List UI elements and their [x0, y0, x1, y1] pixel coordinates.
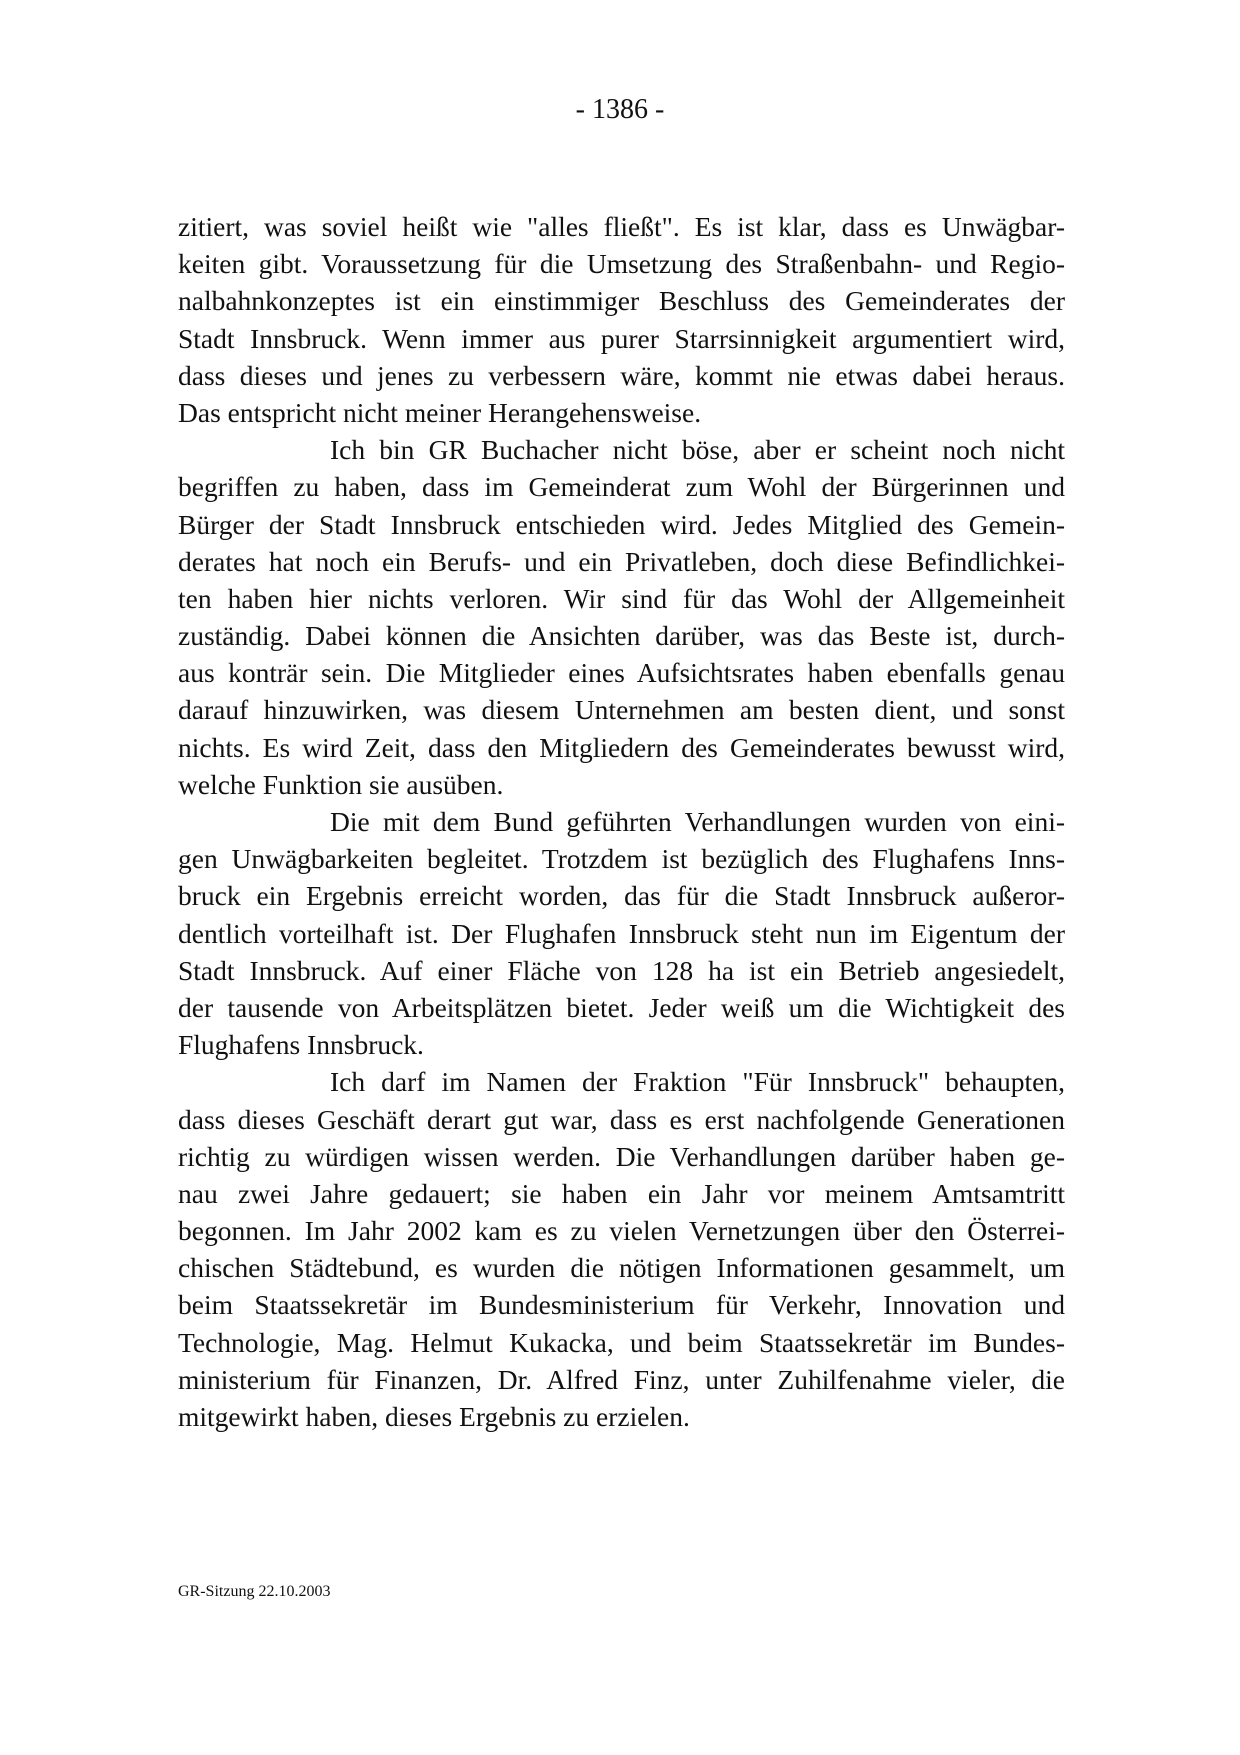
text-line: nichts. Es wird Zeit, dass den Mitgliedern des Gemeinderates bewusst wird, — [178, 731, 1065, 763]
text-line: Bürger der Stadt Innsbruck entschieden wird. Jedes Mitglied des Gemein- — [178, 508, 1065, 540]
text-line: darauf hinzuwirken, was diesem Unternehmen am besten dient, und sonst — [178, 694, 1065, 726]
paragraph — [178, 431, 1065, 803]
text-line: begriffen zu haben, dass im Gemeinderat zum Wohl der Bürgerinnen und — [178, 471, 1065, 503]
text-line: gen Unwägbarkeiten begleitet. Trotzdem ist bezüglich des Flughafens Inns- — [178, 843, 1065, 875]
text-line: Die mit dem Bund geführten Verhandlungen wurden von eini- — [330, 806, 1065, 837]
text-line: chischen Städtebund, es wurden die nötigen Informationen gesammelt, um — [178, 1252, 1065, 1284]
text-line: Technologie, Mag. Helmut Kukacka, und beim Staatssekretär im Bundes- — [178, 1326, 1065, 1358]
document-body — [178, 208, 1065, 1435]
footer-session-date: GR-Sitzung 22.10.2003 — [178, 1583, 331, 1600]
text-line: aus konträr sein. Die Mitglieder eines Aufsichtsrates haben ebenfalls genau — [178, 657, 1065, 689]
text-line: Das entspricht nicht meiner Herangehensweise. — [178, 396, 702, 428]
text-line: Ich bin GR Buchacher nicht böse, aber er scheint noch nicht — [330, 434, 1065, 466]
text-line: mitgewirkt haben, dieses Ergebnis zu erzielen. — [178, 1401, 690, 1432]
text-line: Stadt Innsbruck. Wenn immer aus purer Starrsinnigkeit argumentiert wird, — [178, 322, 1065, 354]
text-line: bruck ein Ergebnis erreicht worden, das für die Stadt Innsbruck außeror- — [178, 880, 1065, 912]
text-line: der tausende von Arbeitsplätzen bietet. Jeder weiß um die Wichtigkeit des — [178, 991, 1065, 1023]
text-line: zuständig. Dabei können die Ansichten darüber, was das Beste ist, durch- — [178, 620, 1065, 652]
text-line: Ich darf im Namen der Fraktion "Für Innsbruck" behaupten, — [330, 1066, 1065, 1098]
text-line: dass dieses Geschäft derart gut war, dass es erst nachfolgende Generationen — [178, 1103, 1065, 1135]
paragraph — [178, 208, 1065, 431]
text-line: richtig zu würdigen wissen werden. Die Verhandlungen darüber haben ge- — [178, 1140, 1065, 1172]
text-line: derates hat noch ein Berufs- und ein Privatleben, doch diese Befindlichkei- — [178, 545, 1065, 577]
text-line: ten haben hier nichts verloren. Wir sind für das Wohl der Allgemeinheit — [178, 582, 1065, 614]
paragraph — [178, 1063, 1065, 1435]
text-line: nau zwei Jahre gedauert; sie haben ein Jahr vor meinem Amtsamtritt — [178, 1177, 1065, 1209]
text-line: dass dieses und jenes zu verbessern wäre, kommt nie etwas dabei heraus. — [178, 359, 1065, 391]
text-line: zitiert, was soviel heißt wie "alles fließt". Es ist klar, dass es Unwägbar- — [178, 211, 1065, 242]
text-line: keiten gibt. Voraussetzung für die Umsetzung des Straßenbahn- und Regio- — [178, 248, 1065, 280]
text-line: Flughafens Innsbruck. — [178, 1029, 424, 1061]
text-line: Stadt Innsbruck. Auf einer Fläche von 128 ha ist ein Betrieb angesiedelt, — [178, 954, 1065, 986]
page-number: - 1386 - — [575, 94, 665, 125]
paragraph — [178, 803, 1065, 1063]
text-line: nalbahnkonzeptes ist ein einstimmiger Beschluss des Gemeinderates der — [178, 285, 1065, 317]
text-line: ministerium für Finanzen, Dr. Alfred Finz, unter Zuhilfenahme vieler, die — [178, 1363, 1065, 1395]
text-line: dentlich vorteilhaft ist. Der Flughafen Innsbruck steht nun im Eigentum der — [178, 917, 1065, 949]
text-line: welche Funktion sie ausüben. — [178, 768, 504, 800]
text-line: beim Staatssekretär im Bundesministerium für Verkehr, Innovation und — [178, 1289, 1065, 1321]
text-line: begonnen. Im Jahr 2002 kam es zu vielen Vernetzungen über den Österrei- — [178, 1215, 1065, 1247]
